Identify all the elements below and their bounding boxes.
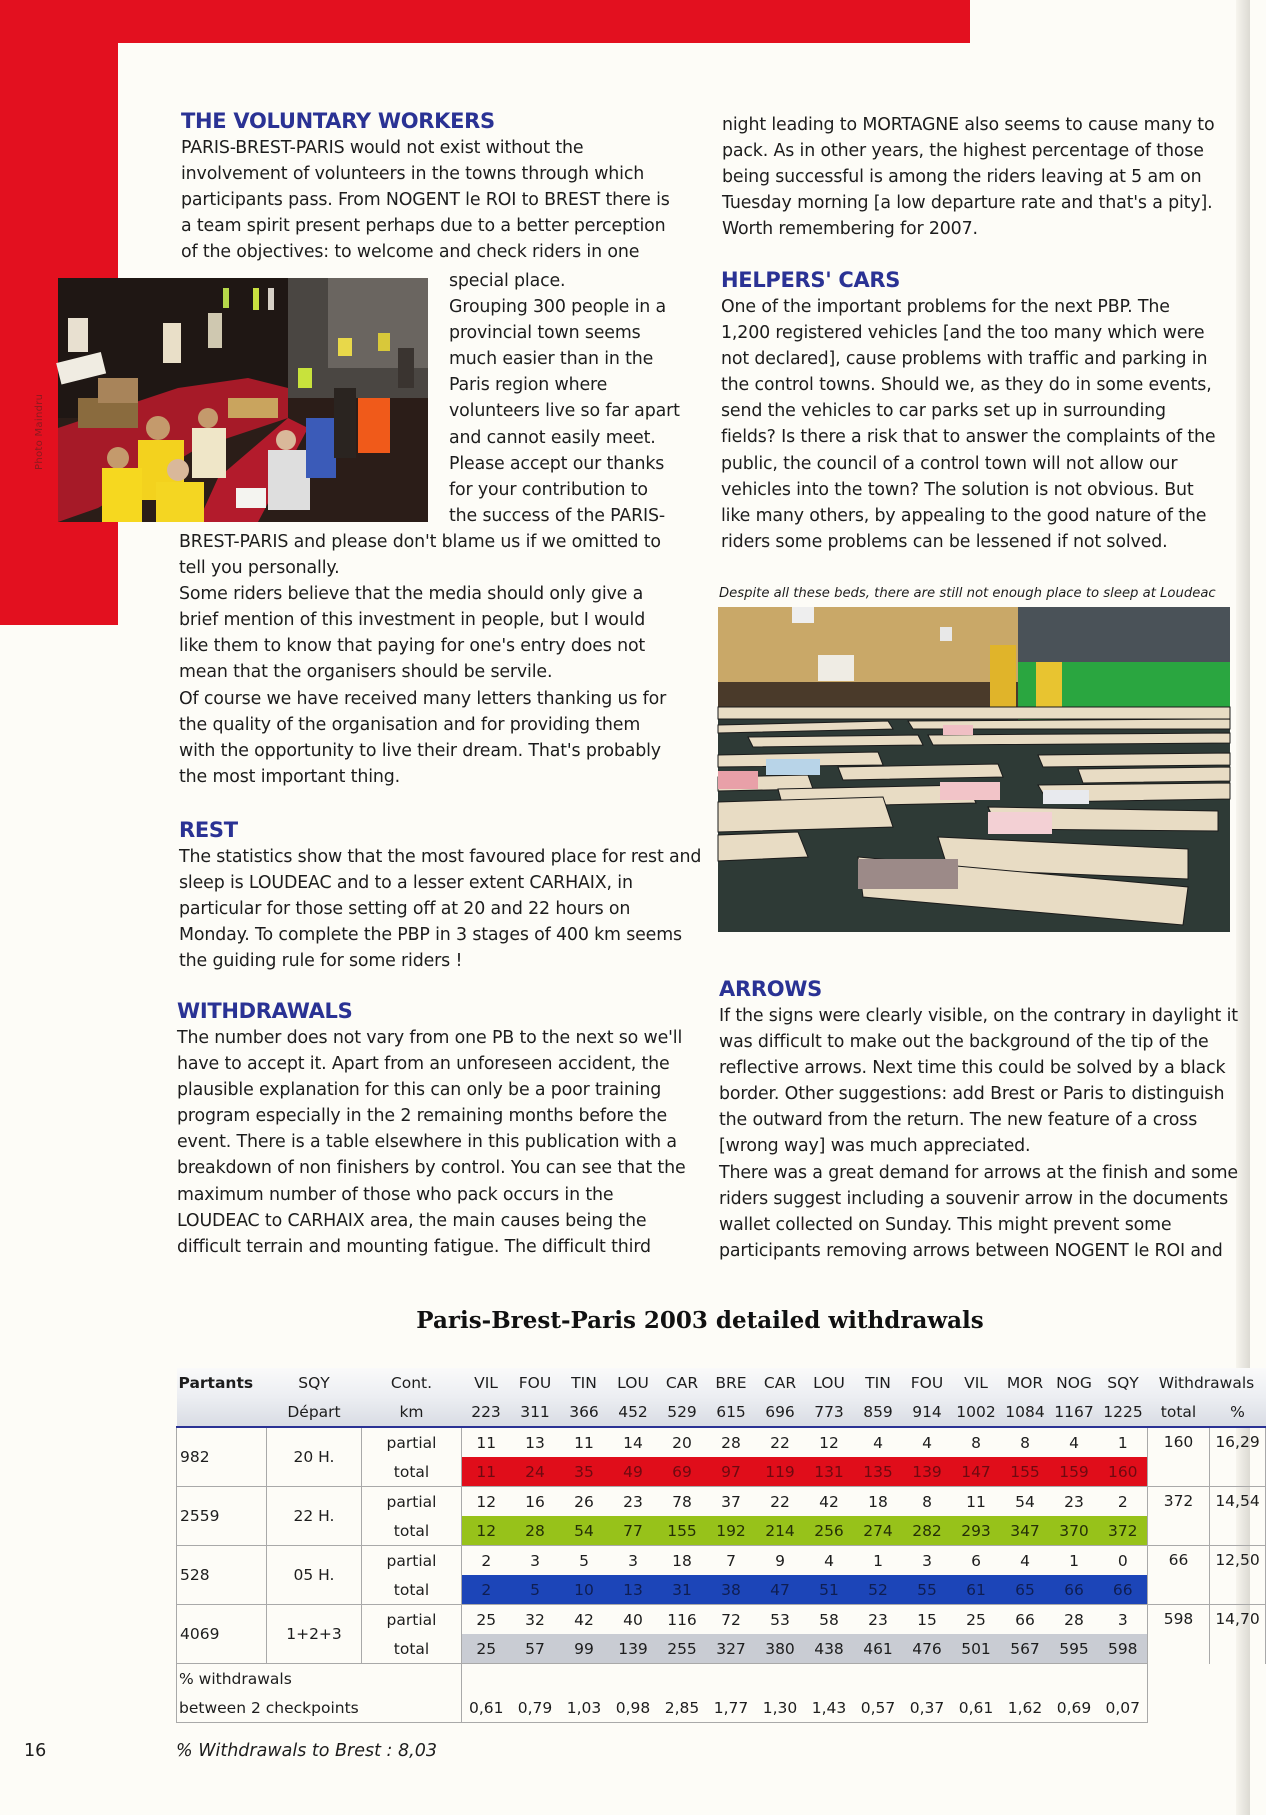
pct-label-line-1: % withdrawals bbox=[177, 1664, 462, 1694]
photo-dormitory-illustration bbox=[718, 607, 1230, 932]
total-value: 69 bbox=[658, 1457, 707, 1487]
partial-value: 54 bbox=[1001, 1487, 1050, 1517]
heading-voluntary-workers: THE VOLUNTARY WORKERS bbox=[181, 109, 495, 133]
page-number: 16 bbox=[24, 1741, 47, 1761]
partial-value: 22 bbox=[756, 1487, 805, 1517]
text-line: brief mention of this investment in people, but I would bbox=[179, 610, 646, 631]
row-label-partial: partial bbox=[362, 1487, 462, 1517]
partial-value: 3 bbox=[511, 1546, 560, 1576]
partial-value: 8 bbox=[903, 1487, 952, 1517]
partial-value: 22 bbox=[756, 1427, 805, 1457]
header-km-value: 311 bbox=[511, 1397, 560, 1427]
total-value: 461 bbox=[854, 1634, 903, 1664]
text-line: breakdown of non finishers by control. You can see that the bbox=[177, 1158, 686, 1179]
partial-value: 25 bbox=[462, 1605, 511, 1635]
total-value: 598 bbox=[1099, 1634, 1148, 1664]
departure-time: 05 H. bbox=[267, 1546, 362, 1605]
voluntary-paragraph-after bbox=[179, 529, 709, 790]
header-control: TIN bbox=[854, 1368, 903, 1397]
partial-value: 66 bbox=[1001, 1605, 1050, 1635]
partial-value: 40 bbox=[609, 1605, 658, 1635]
header-km-value: 696 bbox=[756, 1397, 805, 1427]
table-row-partial bbox=[177, 1605, 1266, 1635]
header-withdrawals-pct: % bbox=[1210, 1397, 1266, 1427]
text-line: particular for those setting off at 20 and 22 hours on bbox=[179, 899, 631, 920]
total-value: 293 bbox=[952, 1516, 1001, 1546]
total-value: 28 bbox=[511, 1516, 560, 1546]
total-value: 274 bbox=[854, 1516, 903, 1546]
text-line: 1,200 registered vehicles [and the too many which were bbox=[721, 323, 1205, 344]
text-line: vehicles into the town? The solution is not obvious. But bbox=[721, 479, 1194, 500]
text-line: pack. As in other years, the highest percentage of those bbox=[722, 141, 1204, 162]
text-line: being successful is among the riders leaving at 5 am on bbox=[722, 167, 1202, 188]
text-line: with the opportunity to live their dream. That's probably bbox=[179, 740, 661, 761]
table-row-partial bbox=[177, 1546, 1266, 1576]
departure-time: 20 H. bbox=[267, 1427, 362, 1487]
pct-value: 0,69 bbox=[1050, 1693, 1099, 1723]
total-value: 66 bbox=[1099, 1575, 1148, 1605]
partial-value: 2 bbox=[1099, 1487, 1148, 1517]
partial-value: 4 bbox=[854, 1427, 903, 1457]
partial-value: 26 bbox=[560, 1487, 609, 1517]
total-value: 380 bbox=[756, 1634, 805, 1664]
pct-value: 2,85 bbox=[658, 1693, 707, 1723]
total-value: 282 bbox=[903, 1516, 952, 1546]
total-value: 159 bbox=[1050, 1457, 1099, 1487]
photo-credit: Photo Maindru bbox=[34, 393, 45, 470]
header-km-value: 1002 bbox=[952, 1397, 1001, 1427]
partial-value: 116 bbox=[658, 1605, 707, 1635]
voluntary-paragraph-wrap bbox=[449, 268, 709, 529]
total-value: 49 bbox=[609, 1457, 658, 1487]
partial-value: 2 bbox=[462, 1546, 511, 1576]
starters-count: 4069 bbox=[177, 1605, 267, 1664]
partial-value: 58 bbox=[805, 1605, 854, 1635]
row-label-total: total bbox=[362, 1575, 462, 1605]
heading-rest: REST bbox=[179, 818, 238, 842]
text-line: involvement of volunteers in the towns through which bbox=[181, 164, 645, 185]
text-line: volunteers live so far apart bbox=[449, 401, 680, 422]
total-value: 139 bbox=[903, 1457, 952, 1487]
partial-value: 20 bbox=[658, 1427, 707, 1457]
text-line: Tuesday morning [a low departure rate and that's a pity]. bbox=[722, 193, 1213, 214]
header-sqy: SQY bbox=[267, 1368, 362, 1397]
partial-value: 9 bbox=[756, 1546, 805, 1576]
total-value: 5 bbox=[511, 1575, 560, 1605]
total-value: 327 bbox=[707, 1634, 756, 1664]
section-rest bbox=[179, 816, 709, 974]
total-value: 131 bbox=[805, 1457, 854, 1487]
total-value: 13 bbox=[609, 1575, 658, 1605]
partial-value: 12 bbox=[462, 1487, 511, 1517]
total-value: 160 bbox=[1099, 1457, 1148, 1487]
partial-value: 32 bbox=[511, 1605, 560, 1635]
header-control: NOG bbox=[1050, 1368, 1099, 1397]
pct-value: 1,03 bbox=[560, 1693, 609, 1723]
partial-value: 11 bbox=[560, 1427, 609, 1457]
header-km-value: 452 bbox=[609, 1397, 658, 1427]
partial-value: 11 bbox=[952, 1487, 1001, 1517]
withdrawals-percent: 14,70 bbox=[1210, 1605, 1266, 1664]
pct-value: 0,61 bbox=[462, 1693, 511, 1723]
withdrawals-total: 66 bbox=[1148, 1546, 1210, 1605]
header-empty bbox=[177, 1397, 267, 1427]
total-value: 347 bbox=[1001, 1516, 1050, 1546]
text-line: The statistics show that the most favoured place for rest and bbox=[179, 847, 702, 867]
pct-value: 1,77 bbox=[707, 1693, 756, 1723]
total-value: 155 bbox=[658, 1516, 707, 1546]
partial-value: 8 bbox=[952, 1427, 1001, 1457]
text-line: for your contribution to bbox=[449, 479, 648, 500]
starters-count: 2559 bbox=[177, 1487, 267, 1546]
text-line: of the objectives: to welcome and check riders in one bbox=[181, 242, 640, 263]
text-line: was difficult to make out the background of the tip of the bbox=[719, 1032, 1209, 1053]
text-line: The number does not vary from one PB to the next so we'll bbox=[177, 1028, 683, 1048]
helpers-cars-paragraph bbox=[721, 294, 1231, 555]
partial-value: 4 bbox=[903, 1427, 952, 1457]
header-km-value: 615 bbox=[707, 1397, 756, 1427]
partial-value: 53 bbox=[756, 1605, 805, 1635]
text-line: difficult terrain and mounting fatigue. The difficult third bbox=[177, 1236, 651, 1257]
heading-withdrawals: WITHDRAWALS bbox=[177, 999, 353, 1023]
text-line: the quality of the organisation and for providing them bbox=[179, 714, 641, 735]
partial-value: 18 bbox=[658, 1546, 707, 1576]
text-line: If the signs were clearly visible, on the contrary in daylight it bbox=[719, 1006, 1238, 1026]
header-km-value: 773 bbox=[805, 1397, 854, 1427]
total-value: 61 bbox=[952, 1575, 1001, 1605]
header-km-value: 1084 bbox=[1001, 1397, 1050, 1427]
pct-value: 0,61 bbox=[952, 1693, 1001, 1723]
withdrawals-table-grid bbox=[176, 1368, 1266, 1723]
pct-value: 0,37 bbox=[903, 1693, 952, 1723]
text-line: Grouping 300 people in a bbox=[449, 297, 667, 318]
pct-label-line-2: between 2 checkpoints bbox=[177, 1693, 462, 1723]
total-value: 38 bbox=[707, 1575, 756, 1605]
text-line: participants removing arrows between NOGENT le ROI and bbox=[719, 1240, 1223, 1261]
header-control: BRE bbox=[707, 1368, 756, 1397]
total-value: 214 bbox=[756, 1516, 805, 1546]
text-line: Please accept our thanks bbox=[449, 453, 665, 474]
text-line: Worth remembering for 2007. bbox=[722, 219, 978, 240]
partial-value: 1 bbox=[1099, 1427, 1148, 1457]
header-km-value: 1167 bbox=[1050, 1397, 1099, 1427]
text-line: border. Other suggestions: add Brest or Paris to distinguish bbox=[719, 1084, 1225, 1105]
pct-value: 0,98 bbox=[609, 1693, 658, 1723]
text-line: Some riders believe that the media should only give a bbox=[179, 584, 644, 605]
partial-value: 4 bbox=[1001, 1546, 1050, 1576]
total-value: 47 bbox=[756, 1575, 805, 1605]
partial-value: 28 bbox=[1050, 1605, 1099, 1635]
total-value: 147 bbox=[952, 1457, 1001, 1487]
header-control: SQY bbox=[1099, 1368, 1148, 1397]
rest-paragraph bbox=[179, 844, 709, 974]
total-value: 155 bbox=[1001, 1457, 1050, 1487]
row-label-partial: partial bbox=[362, 1427, 462, 1457]
header-km-value: 366 bbox=[560, 1397, 609, 1427]
withdrawals-percent: 14,54 bbox=[1210, 1487, 1266, 1546]
total-value: 12 bbox=[462, 1516, 511, 1546]
text-line: have to accept it. Apart from an unforeseen accident, the bbox=[177, 1054, 670, 1075]
partial-value: 1 bbox=[1050, 1546, 1099, 1576]
heading-helpers-cars: HELPERS' CARS bbox=[721, 268, 901, 292]
partial-value: 4 bbox=[1050, 1427, 1099, 1457]
partial-value: 37 bbox=[707, 1487, 756, 1517]
text-line: There was a great demand for arrows at the finish and some bbox=[719, 1162, 1238, 1183]
total-value: 255 bbox=[658, 1634, 707, 1664]
table-title: Paris-Brest-Paris 2003 detailed withdrawals bbox=[416, 1307, 984, 1334]
voluntary-paragraph-intro bbox=[181, 135, 701, 265]
total-value: 567 bbox=[1001, 1634, 1050, 1664]
header-km-value: 223 bbox=[462, 1397, 511, 1427]
withdrawals-percent: 12,50 bbox=[1210, 1546, 1266, 1605]
total-value: 66 bbox=[1050, 1575, 1099, 1605]
total-value: 52 bbox=[854, 1575, 903, 1605]
withdrawals-total: 160 bbox=[1148, 1427, 1210, 1487]
pct-value: 1,62 bbox=[1001, 1693, 1050, 1723]
text-line: the guiding rule for some riders ! bbox=[179, 951, 463, 972]
partial-value: 3 bbox=[903, 1546, 952, 1576]
total-value: 77 bbox=[609, 1516, 658, 1546]
text-line: night leading to MORTAGNE also seems to cause many to bbox=[722, 115, 1215, 135]
total-value: 595 bbox=[1050, 1634, 1099, 1664]
text-line: much easier than in the bbox=[449, 349, 654, 370]
table-header-row-1 bbox=[177, 1368, 1266, 1397]
total-value: 119 bbox=[756, 1457, 805, 1487]
header-control: VIL bbox=[952, 1368, 1001, 1397]
withdrawals-table bbox=[176, 1368, 1260, 1723]
header-partants: Partants bbox=[177, 1368, 267, 1397]
total-value: 97 bbox=[707, 1457, 756, 1487]
withdrawals-paragraph bbox=[177, 1025, 717, 1260]
total-value: 2 bbox=[462, 1575, 511, 1605]
header-control: FOU bbox=[511, 1368, 560, 1397]
row-label-total: total bbox=[362, 1457, 462, 1487]
text-line: special place. bbox=[449, 271, 566, 291]
partial-value: 5 bbox=[560, 1546, 609, 1576]
arrows-paragraph bbox=[719, 1003, 1239, 1264]
starters-count: 528 bbox=[177, 1546, 267, 1605]
table-body bbox=[177, 1427, 1266, 1723]
partial-value: 1 bbox=[854, 1546, 903, 1576]
text-line: like them to know that paying for one's entry does not bbox=[179, 636, 646, 657]
header-control: FOU bbox=[903, 1368, 952, 1397]
partial-value: 42 bbox=[560, 1605, 609, 1635]
pct-value: 0,57 bbox=[854, 1693, 903, 1723]
text-line: the success of the PARIS- bbox=[449, 505, 666, 526]
withdrawals-total: 598 bbox=[1148, 1605, 1210, 1664]
total-value: 31 bbox=[658, 1575, 707, 1605]
pct-value: 1,30 bbox=[756, 1693, 805, 1723]
photo-caption: Despite all these beds, there are still not enough place to sleep at Loudeac bbox=[719, 586, 1216, 601]
total-value: 65 bbox=[1001, 1575, 1050, 1605]
row-label-partial: partial bbox=[362, 1546, 462, 1576]
partial-value: 11 bbox=[462, 1427, 511, 1457]
partial-value: 7 bbox=[707, 1546, 756, 1576]
voluntary-paragraph-narrow bbox=[449, 268, 709, 529]
text-line: event. There is a table elsewhere in this publication with a bbox=[177, 1132, 677, 1153]
partial-value: 12 bbox=[805, 1427, 854, 1457]
total-value: 501 bbox=[952, 1634, 1001, 1664]
photo-dormitory-beds bbox=[718, 607, 1230, 932]
withdrawals-total: 372 bbox=[1148, 1487, 1210, 1546]
text-line: riders suggest including a souvenir arrow in the documents bbox=[719, 1188, 1229, 1209]
pct-spacer bbox=[462, 1664, 1148, 1694]
text-line: wallet collected on Sunday. This might prevent some bbox=[719, 1214, 1172, 1235]
text-line: One of the important problems for the next PBP. The bbox=[721, 297, 1170, 317]
total-value: 370 bbox=[1050, 1516, 1099, 1546]
text-line: [wrong way] was much appreciated. bbox=[719, 1136, 1031, 1157]
text-line: mean that the organisers should be servile. bbox=[179, 662, 553, 683]
total-value: 24 bbox=[511, 1457, 560, 1487]
photo-volunteers bbox=[58, 278, 428, 522]
total-value: 139 bbox=[609, 1634, 658, 1664]
text-line: program especially in the 2 remaining months before the bbox=[177, 1106, 667, 1127]
header-control: MOR bbox=[1001, 1368, 1050, 1397]
departure-time: 1+2+3 bbox=[267, 1605, 362, 1664]
text-line: public, the council of a control town will not allow our bbox=[721, 453, 1178, 474]
text-line: reflective arrows. Next time this could be solved by a black bbox=[719, 1058, 1226, 1079]
partial-value: 3 bbox=[609, 1546, 658, 1576]
withdrawals-continued bbox=[722, 112, 1232, 242]
partial-value: 42 bbox=[805, 1487, 854, 1517]
text-line: Monday. To complete the PBP in 3 stages of 400 km seems bbox=[179, 925, 682, 946]
section-withdrawals bbox=[177, 997, 717, 1260]
pct-value: 1,43 bbox=[805, 1693, 854, 1723]
text-line: LOUDEAC to CARHAIX area, the main causes being the bbox=[177, 1210, 647, 1231]
withdrawals-continued-paragraph bbox=[722, 112, 1232, 242]
header-cont: Cont. bbox=[362, 1368, 462, 1397]
header-withdrawals: Withdrawals bbox=[1148, 1368, 1266, 1397]
header-km-value: 859 bbox=[854, 1397, 903, 1427]
total-value: 55 bbox=[903, 1575, 952, 1605]
text-line: and cannot easily meet. bbox=[449, 427, 656, 448]
partial-value: 15 bbox=[903, 1605, 952, 1635]
header-control: VIL bbox=[462, 1368, 511, 1397]
total-value: 35 bbox=[560, 1457, 609, 1487]
partial-value: 3 bbox=[1099, 1605, 1148, 1635]
header-km-value: 1225 bbox=[1099, 1397, 1148, 1427]
partial-value: 23 bbox=[1050, 1487, 1099, 1517]
total-value: 51 bbox=[805, 1575, 854, 1605]
text-line: BREST-PARIS and please don't blame us if we omitted to bbox=[179, 532, 661, 552]
row-label-total: total bbox=[362, 1634, 462, 1664]
text-line: tell you personally. bbox=[179, 558, 340, 579]
table-header-row-2 bbox=[177, 1397, 1266, 1427]
text-line: maximum number of those who pack occurs in the bbox=[177, 1184, 614, 1205]
partial-value: 28 bbox=[707, 1427, 756, 1457]
withdrawals-percent: 16,29 bbox=[1210, 1427, 1266, 1487]
partial-value: 72 bbox=[707, 1605, 756, 1635]
text-line: PARIS-BREST-PARIS would not exist without the bbox=[181, 138, 584, 158]
table-row-partial bbox=[177, 1487, 1266, 1517]
header-control: CAR bbox=[658, 1368, 707, 1397]
partial-value: 14 bbox=[609, 1427, 658, 1457]
heading-arrows: ARROWS bbox=[719, 977, 822, 1001]
header-km-value: 914 bbox=[903, 1397, 952, 1427]
header-control: LOU bbox=[609, 1368, 658, 1397]
header-km: km bbox=[362, 1397, 462, 1427]
header-km-value: 529 bbox=[658, 1397, 707, 1427]
text-line: Paris region where bbox=[449, 375, 608, 396]
row-label-partial: partial bbox=[362, 1605, 462, 1635]
departure-time: 22 H. bbox=[267, 1487, 362, 1546]
total-value: 476 bbox=[903, 1634, 952, 1664]
header-control: TIN bbox=[560, 1368, 609, 1397]
partial-value: 6 bbox=[952, 1546, 1001, 1576]
partial-value: 78 bbox=[658, 1487, 707, 1517]
starters-count: 982 bbox=[177, 1427, 267, 1487]
partial-value: 23 bbox=[854, 1605, 903, 1635]
total-value: 438 bbox=[805, 1634, 854, 1664]
red-band-top bbox=[0, 0, 970, 43]
text-line: the control towns. Should we, as they do in some events, bbox=[721, 375, 1212, 396]
text-line: plausible explanation for this can only be a poor training bbox=[177, 1080, 662, 1101]
total-value: 256 bbox=[805, 1516, 854, 1546]
section-arrows bbox=[719, 975, 1239, 1264]
partial-value: 23 bbox=[609, 1487, 658, 1517]
text-line: fields? Is there a risk that to answer the complaints of the bbox=[721, 427, 1216, 448]
text-line: send the vehicles to car parks set up in surrounding bbox=[721, 401, 1166, 422]
text-line: riders some problems can be lessened if not solved. bbox=[721, 531, 1168, 552]
photo-volunteers-illustration bbox=[58, 278, 428, 522]
total-value: 10 bbox=[560, 1575, 609, 1605]
total-value: 57 bbox=[511, 1634, 560, 1664]
footnote-withdrawals-to-brest: % Withdrawals to Brest : 8,03 bbox=[176, 1741, 437, 1761]
partial-value: 8 bbox=[1001, 1427, 1050, 1457]
total-value: 135 bbox=[854, 1457, 903, 1487]
header-control: LOU bbox=[805, 1368, 854, 1397]
partial-value: 13 bbox=[511, 1427, 560, 1457]
text-line: like many others, by appealing to the good nature of the bbox=[721, 505, 1207, 526]
text-line: participants pass. From NOGENT le ROI to BREST there is bbox=[181, 190, 670, 211]
table-row-pct-values bbox=[177, 1693, 1266, 1723]
total-value: 54 bbox=[560, 1516, 609, 1546]
row-label-total: total bbox=[362, 1516, 462, 1546]
text-line: a team spirit present perhaps due to a better perception bbox=[181, 216, 666, 237]
text-line: not declared], cause problems with traffic and parking in bbox=[721, 349, 1208, 370]
text-line: sleep is LOUDEAC and to a lesser extent CARHAIX, in bbox=[179, 873, 633, 894]
header-depart: Départ bbox=[267, 1397, 362, 1427]
text-line: Of course we have received many letters thanking us for bbox=[179, 688, 667, 709]
total-value: 192 bbox=[707, 1516, 756, 1546]
table-row-partial bbox=[177, 1427, 1266, 1457]
text-line: the outward from the return. The new feature of a cross bbox=[719, 1110, 1198, 1131]
voluntary-paragraph-rest bbox=[179, 529, 709, 790]
total-value: 25 bbox=[462, 1634, 511, 1664]
pct-value: 0,79 bbox=[511, 1693, 560, 1723]
total-value: 11 bbox=[462, 1457, 511, 1487]
header-withdrawals-total: total bbox=[1148, 1397, 1210, 1427]
section-helpers-cars bbox=[721, 266, 1231, 555]
partial-value: 25 bbox=[952, 1605, 1001, 1635]
partial-value: 16 bbox=[511, 1487, 560, 1517]
total-value: 99 bbox=[560, 1634, 609, 1664]
header-control: CAR bbox=[756, 1368, 805, 1397]
section-voluntary-workers bbox=[181, 107, 701, 265]
partial-value: 0 bbox=[1099, 1546, 1148, 1576]
partial-value: 4 bbox=[805, 1546, 854, 1576]
pct-value: 0,07 bbox=[1099, 1693, 1148, 1723]
partial-value: 18 bbox=[854, 1487, 903, 1517]
text-line: the most important thing. bbox=[179, 766, 401, 787]
text-line: provincial town seems bbox=[449, 323, 641, 344]
total-value: 372 bbox=[1099, 1516, 1148, 1546]
table-row-pct-label bbox=[177, 1664, 1266, 1694]
